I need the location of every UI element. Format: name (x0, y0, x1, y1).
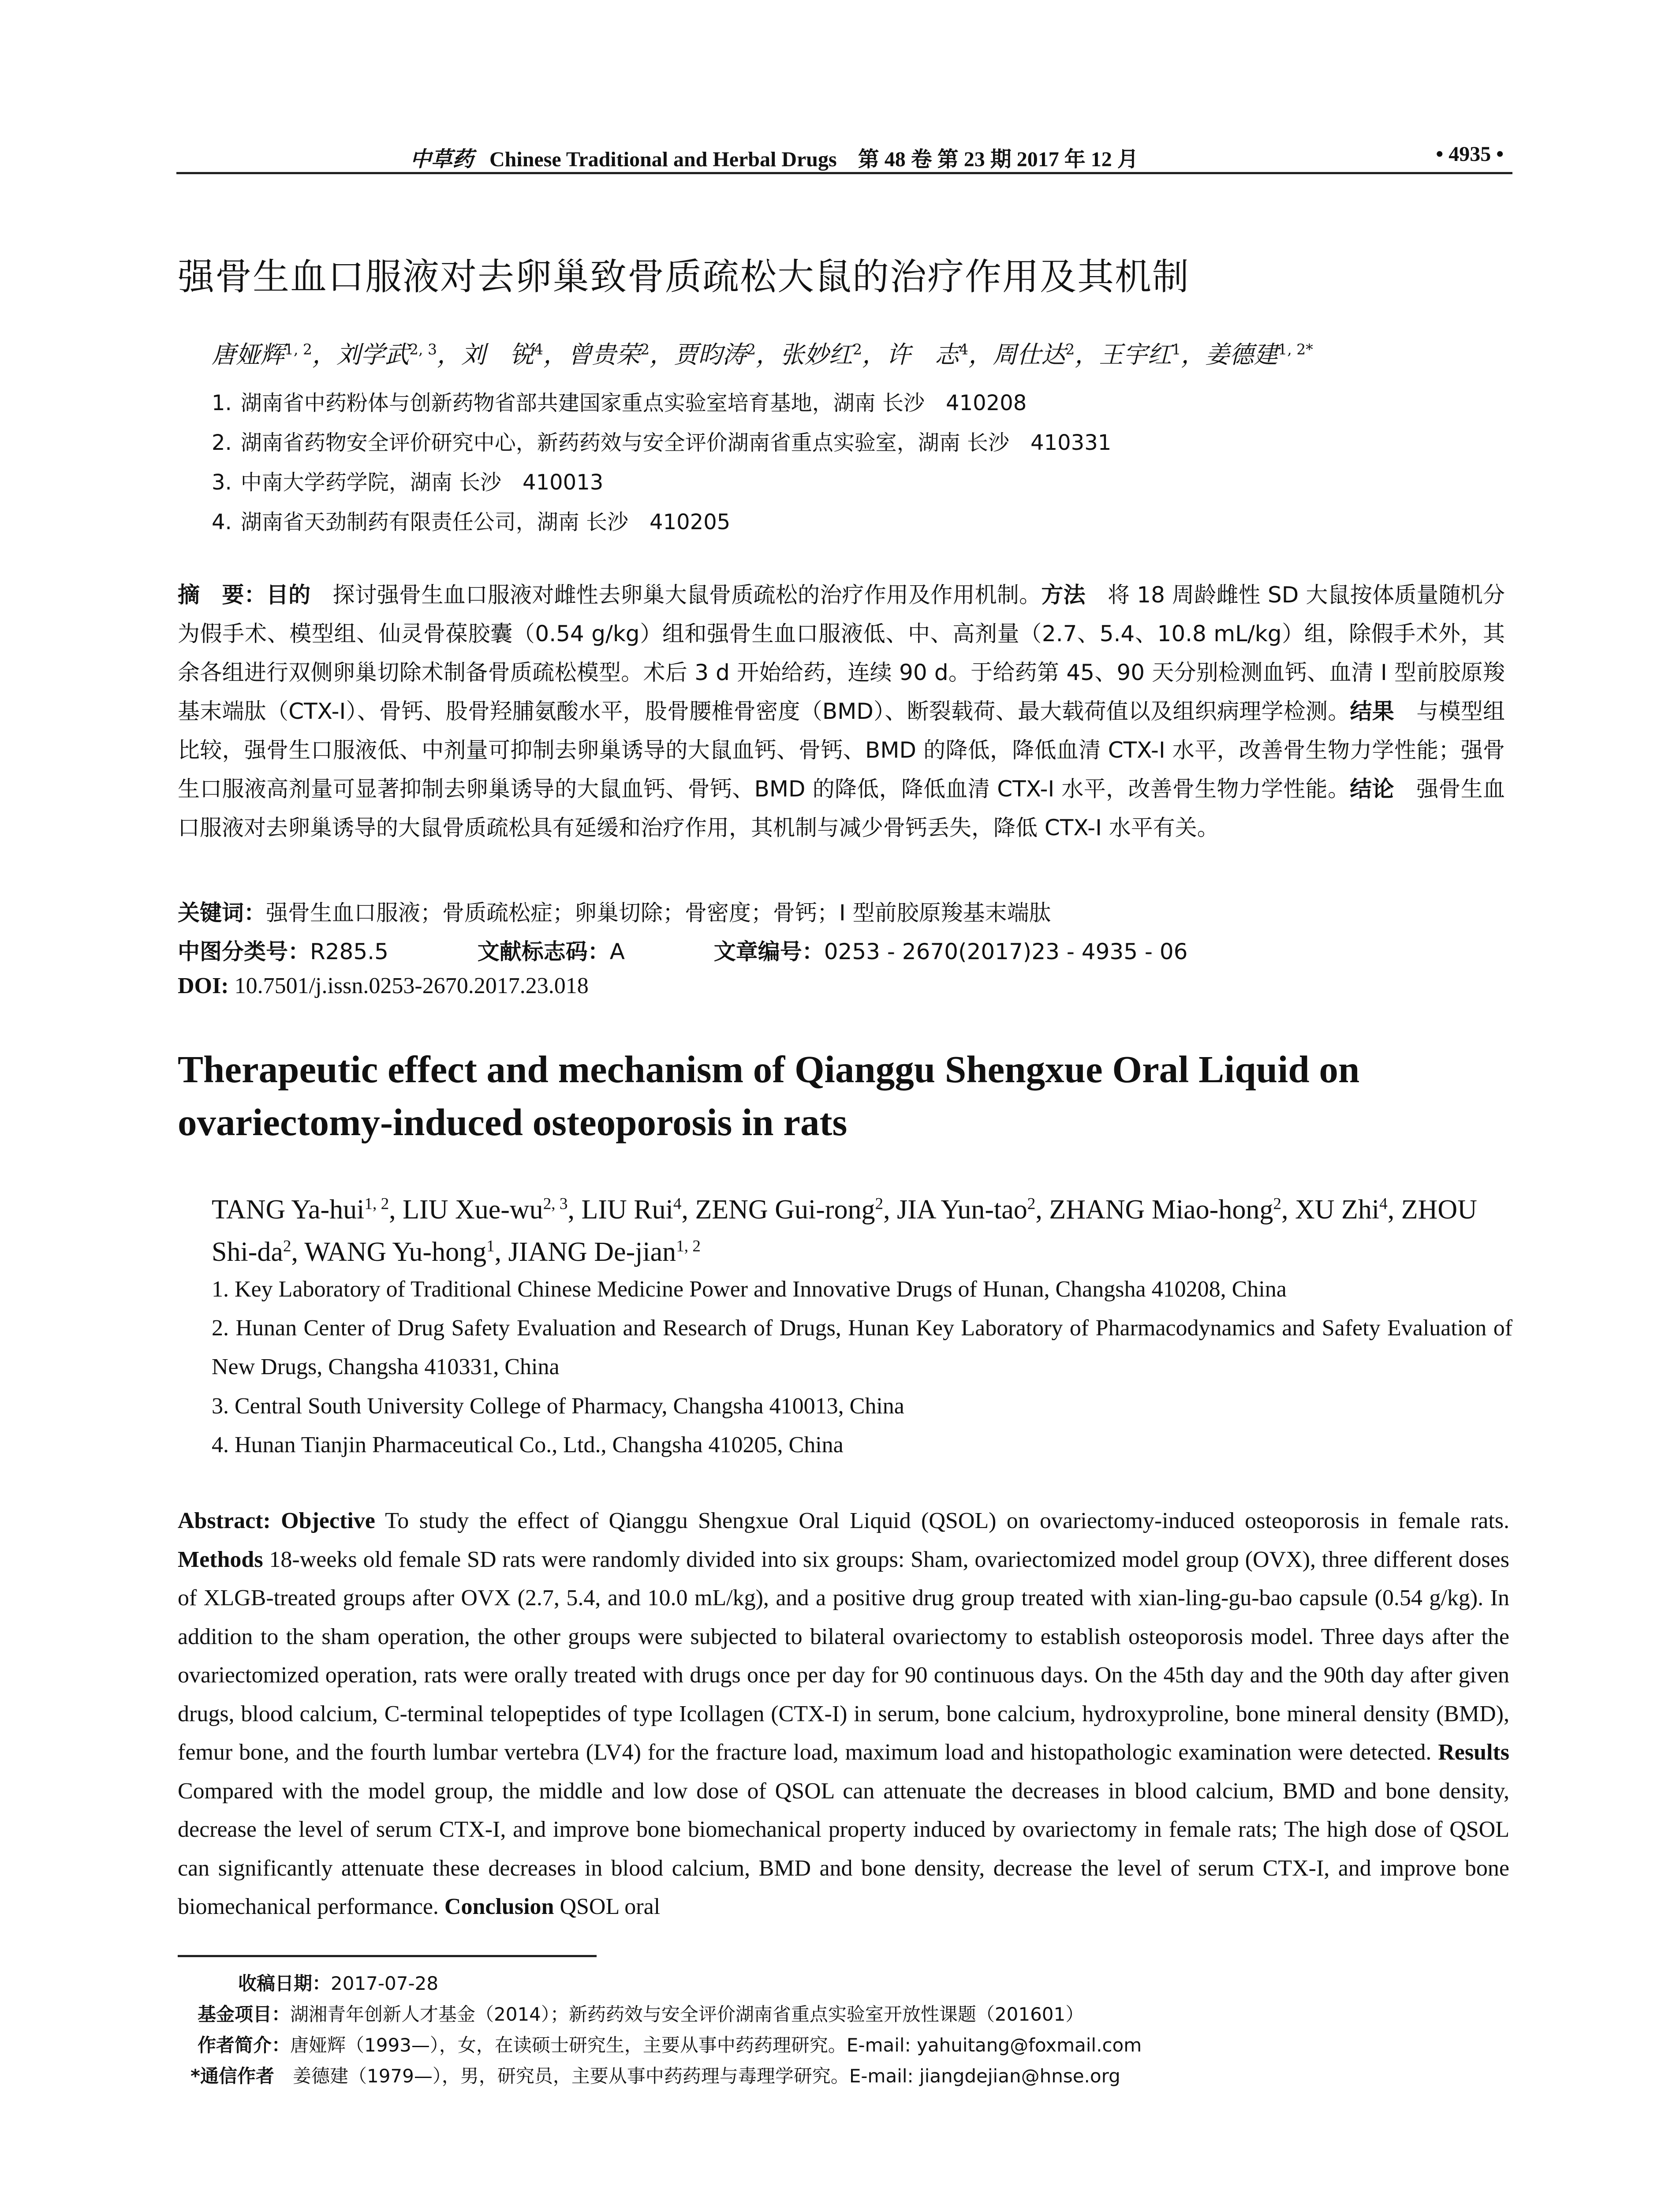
received-date: 2017-07-28 (331, 1973, 439, 1994)
cn-author-name: 刘学武 (336, 340, 410, 369)
running-header (176, 137, 1512, 174)
page-number: • 4935 • (1436, 142, 1504, 166)
results-en-text: Compared with the model group, the middle and low dose of QSOL can attenuate the decreases in blood calcium, BMD and bone density, decrease the level of serum CTX-I, and improve bone biomechanical property induced by ovariectomy in female rats; The high dose of QSOL can significantly attenuate these decreases in blood calcium, BMD and bone density, decrease the level of serum CTX-I, and improve bone biomechanical performance. (178, 1778, 1509, 1919)
article-no-label: 文章编号： (713, 939, 824, 964)
footnote-divider (178, 1955, 597, 1957)
clc-label: 中图分类号： (178, 939, 310, 964)
received-label: 收稿日期： (238, 1973, 331, 1994)
footnote-corresponding (190, 2062, 1120, 2088)
affiliation-cn-1: 1. 湖南省中药粉体与创新药物省部共建国家重点实验室培育基地，湖南 长沙 410208 (212, 391, 1027, 415)
author-bio-label: 作者简介： (198, 2034, 291, 2056)
doc-code-value: A (609, 939, 625, 964)
cn-author-name: 唐娅辉 (212, 340, 285, 369)
cn-author-affiliation-marker: 2 (747, 340, 756, 358)
cn-author-affiliation-marker: 2 (1065, 340, 1075, 358)
doi-label: DOI: (178, 973, 229, 998)
keywords-label: 关键词： (178, 900, 266, 926)
en-author-affiliation-marker: 4 (1379, 1195, 1388, 1213)
en-author-name: JIA Yun-tao (897, 1195, 1027, 1225)
abstract-en (178, 1502, 1509, 1926)
journal-name-cn: 中草药 (410, 147, 474, 172)
methods-cn-text: 将 18 周龄雌性 SD 大鼠按体质量随机分为假手术、模型组、仙灵骨葆胶囊（0.54 g/kg）组和强骨生血口服液低、中、高剂量（2.7、5.4、10.8 mL/kg）组，除假手术外，其余各组进行双侧卵巢切除术制备骨质疏松模型。术后 3 d 开始给药，连续 90 d。于给药第 45、90 天分别检测血钙、血清 I 型前胶原羧基末端肽（CTX-I）、骨钙、股骨羟脯氨酸水平，股骨腰椎骨密度（BMD）、断裂载荷、最大载荷值以及组织病理学检测。 (178, 582, 1505, 724)
affiliation-en-3: 3. Central South University College of Pharmacy, Changsha 410013, China (212, 1394, 904, 1419)
methods-en-text: 18-weeks old female SD rats were randomly divided into six groups: Sham, ovariectomized model group (OVX), three different doses of XLGB-treated groups after OVX (2.7, 5.4, and 10.0 mL/kg), and a positive drug group treated with xian-ling-gu-bao capsule (0.54 g/kg). In addition to the sham operation, the other groups were subjected to bilateral ovariectomy to establish osteoporosis model. Three days after the ovariectomized operation, rats were orally treated with drugs once per day for 90 continuous days. On the 45th day and the 90th day after given drugs, blood calcium, C-terminal telopeptides of type Icollagen (CTX-I) in serum, bone calcium, hydroxyproline, bone mineral density (BMD), femur bone, and the fourth lumbar vertebra (LV4) for the fracture load, maximum load and histopathologic examination were detected. (178, 1547, 1509, 1765)
en-author-name: WANG Yu-hong (304, 1237, 487, 1267)
cn-author-affiliation-marker: 1 (1172, 340, 1181, 358)
results-cn-label: 结果 (1350, 699, 1395, 724)
cn-author-name: 张妙红 (780, 340, 853, 369)
affiliation-en-4: 4. Hunan Tianjin Pharmaceutical Co., Ltd., Changsha 410205, China (212, 1432, 844, 1458)
doi-link[interactable]: 10.7501/j.issn.0253-2670.2017.23.018 (234, 973, 589, 998)
cn-author-name: 曾贵荣 (567, 340, 641, 369)
journal-info (410, 142, 1139, 172)
fund-label: 基金项目： (198, 2003, 291, 2025)
en-author-affiliation-marker: 1, 2 (364, 1195, 389, 1213)
objective-en-text: To study the effect of Qianggu Shengxue Oral Liquid (QSOL) on ovariectomy-induced osteoporosis in female rats. (375, 1508, 1509, 1533)
results-en-label: Results (1438, 1740, 1510, 1765)
cn-author-affiliation-marker: 2 (853, 340, 862, 358)
title-en: Therapeutic effect and mechanism of Qianggu Shengxue Oral Liquid on ovariectomy-induced osteoporosis in rats (178, 1048, 1360, 1144)
footnote-received (238, 1969, 438, 1996)
journal-issue: 第 48 卷 第 23 期 2017 年 12 月 (858, 148, 1139, 171)
en-author-name: LIU Rui (581, 1195, 673, 1225)
abstract-cn (178, 576, 1505, 847)
classification-line (178, 934, 1187, 966)
cn-author-affiliation-marker: 4 (959, 340, 969, 358)
en-author-name: LIU Xue-wu (403, 1195, 543, 1225)
affiliation-cn-3: 3. 中南大学药学院，湖南 长沙 410013 (212, 470, 604, 495)
en-author-affiliation-marker: 4 (673, 1195, 682, 1213)
objective-en-label: Objective (281, 1508, 375, 1533)
en-author-affiliation-marker: 1, 2 (676, 1237, 701, 1256)
cn-author-name: 贾昀涛 (674, 340, 747, 369)
conclusion-cn-text: 强骨生血口服液对去卵巢诱导的大鼠骨质疏松具有延缓和治疗作用，其机制与减少骨钙丢失，降低 CTX-I 水平有关。 (178, 776, 1505, 841)
en-author-affiliation-marker: 1 (486, 1237, 495, 1256)
affiliation-cn-4: 4. 湖南省天劲制药有限责任公司，湖南 长沙 410205 (212, 510, 731, 534)
cn-author-name: 刘 锐 (461, 340, 534, 369)
authors-cn: 唐娅辉$^{1, 2}$，刘学武$^{2, 3}$，刘 锐$^4$，曾贵荣$^2$，贾昀涛$^2$，张妙红$^2$，许 志$^4$，周仕达$^2$，王宇红$^1$，姜德建$^{1, 2*}$ (212, 340, 1313, 369)
journal-name-en: Chinese Traditional and Herbal Drugs (489, 148, 837, 171)
cn-author-name: 周仕达 (993, 340, 1066, 369)
cn-author-affiliation-marker: 1, 2 (284, 340, 312, 358)
title-cn: 强骨生血口服液对去卵巢致骨质疏松大鼠的治疗作用及其机制 (178, 255, 1190, 298)
objective-cn-text: 探讨强骨生血口服液对雌性去卵巢大鼠骨质疏松的治疗作用及作用机制。 (310, 582, 1042, 608)
en-author-affiliation-marker: 2 (1027, 1195, 1036, 1213)
doi-line (178, 973, 589, 999)
footnote-fund (198, 2000, 1084, 2026)
cn-author-name: 王宇红 (1099, 340, 1172, 369)
abstract-en-label: Abstract: (178, 1508, 271, 1533)
en-author-affiliation-marker: 2 (1273, 1195, 1281, 1213)
en-author-name: ZENG Gui-rong (695, 1195, 875, 1225)
en-author-affiliation-marker: 2, 3 (543, 1195, 568, 1213)
conclusion-en-text: QSOL oral (554, 1894, 661, 1919)
affiliation-en-1: 1. Key Laboratory of Traditional Chinese Medicine Power and Innovative Drugs of Hunan, Changsha 410208, China (212, 1277, 1287, 1302)
affiliation-en-2: 2. Hunan Center of Drug Safety Evaluation and Research of Drugs, Hunan Key Laboratory of Pharmacodynamics and Safety Evaluation of New Drugs, Changsha 410331, China (212, 1316, 1513, 1379)
en-author-name: TANG Ya-hui (212, 1195, 365, 1225)
conclusion-cn-label: 结论 (1350, 776, 1394, 802)
objective-cn-label: 目的 (266, 582, 311, 608)
keywords (178, 895, 1051, 927)
en-author-affiliation-marker: 2 (283, 1237, 291, 1256)
authors-en: TANG Ya-hui$^{1, 2}$, LIU Xue-wu$^{2, 3}$, LIU Rui$^4$, ZENG Gui-rong$^2$, JIA Yun-tao$^2$, ZHANG Miao-hong$^2$, XU Zhi$^4$, ZHOU Shi-$da^2$, WANG Yu-hong$^1$, JIANG De-jian$^{1, 2}$ (212, 1195, 1477, 1267)
cn-author-affiliation-marker: 1, 2* (1278, 340, 1313, 358)
article-no-value: 0253 - 2670(2017)23 - 4935 - 06 (824, 939, 1188, 964)
conclusion-en-label: Conclusion (444, 1894, 554, 1919)
cn-author-affiliation-marker: 4 (534, 340, 544, 358)
en-author-affiliation-marker: 2 (875, 1195, 884, 1213)
en-author-name: XU Zhi (1295, 1195, 1380, 1225)
cn-author-name: 许 志 (886, 340, 959, 369)
methods-en-label: Methods (178, 1547, 263, 1572)
cn-author-affiliation-marker: 2 (640, 340, 650, 358)
methods-cn-label: 方法 (1041, 582, 1086, 608)
cn-author-affiliation-marker: 2, 3 (409, 340, 437, 358)
fund-text: 湖湘青年创新人才基金（2014）；新药药效与安全评价湖南省重点实验室开放性课题（201601） (290, 2003, 1084, 2025)
affiliation-cn-2: 2. 湖南省药物安全评价研究中心，新药药效与安全评价湖南省重点实验室，湖南 长沙 410331 (212, 430, 1112, 455)
en-author-name: JIANG De-jian (508, 1237, 676, 1267)
corresponding-label: *通信作者 (190, 2065, 274, 2087)
results-cn-text: 与模型组比较，强骨生口服液低、中剂量可抑制去卵巢诱导的大鼠血钙、骨钙、BMD 的降低，降低血清 CTX-I 水平，改善骨生物力学性能；强骨生口服液高剂量可显著抑制去卵巢诱导的大鼠血钙、骨钙、BMD 的降低，降低血清 CTX-I 水平，改善骨生物力学性能。 (178, 699, 1505, 802)
cn-author-name: 姜德建 (1205, 340, 1278, 369)
keywords-text: 强骨生血口服液；骨质疏松症；卵巢切除；骨密度；骨钙；I 型前胶原羧基末端肽 (266, 900, 1051, 926)
abstract-cn-label: 摘 要： (178, 582, 266, 608)
en-author-name: ZHOU Shi-da (212, 1195, 1477, 1267)
doc-code-label: 文献标志码： (477, 939, 610, 964)
footnote-author (198, 2031, 1142, 2057)
author-bio-text: 唐娅辉（1993—），女，在读硕士研究生，主要从事中药药理研究。E-mail: yahuitang@foxmail.com (290, 2034, 1142, 2056)
en-author-name: ZHANG Miao-hong (1049, 1195, 1273, 1225)
clc-value: R285.5 (310, 939, 388, 964)
corresponding-text: 姜德建（1979—），男，研究员，主要从事中药药理与毒理学研究。E-mail: jiangdejian@hnse.org (274, 2065, 1120, 2087)
